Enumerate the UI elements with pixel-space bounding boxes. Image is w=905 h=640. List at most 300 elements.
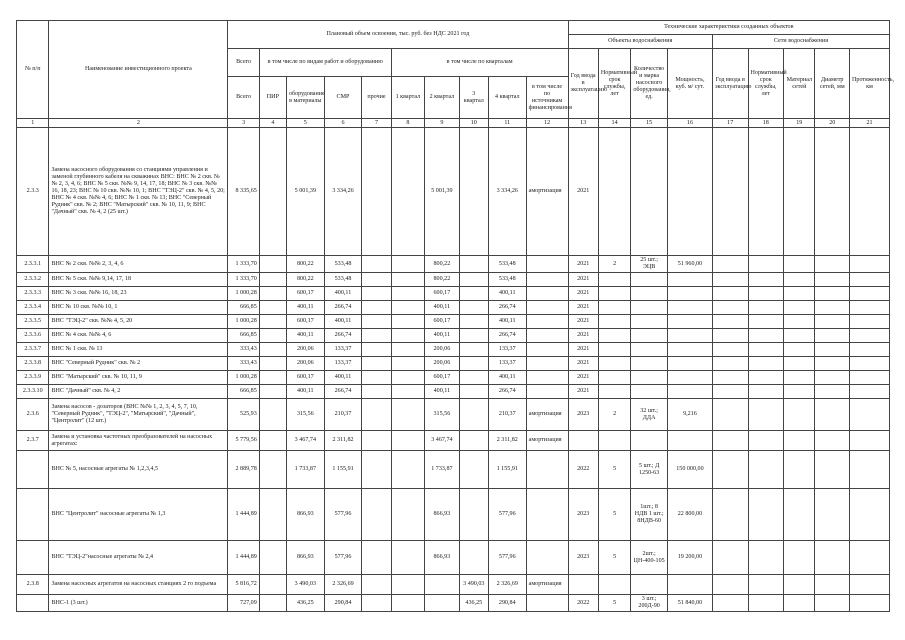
cell-network-empty [850, 399, 890, 431]
cell-q1 [391, 128, 424, 256]
cell-cap [667, 315, 712, 329]
cell-q2: 315,56 [425, 399, 460, 431]
cell-no [17, 595, 49, 612]
column-number: 18 [748, 119, 784, 128]
table-row [17, 451, 890, 489]
cell-network-empty [784, 451, 815, 489]
cell-no: 2.3.3.9 [17, 371, 49, 385]
cell-pir [259, 431, 286, 451]
cell-network-empty [784, 315, 815, 329]
cell-smr: 577,96 [324, 489, 362, 541]
cell-pir [259, 489, 286, 541]
cell-year: 2023 [568, 489, 598, 541]
cell-network-empty [712, 287, 748, 301]
cell-life: 5 [598, 595, 630, 612]
cell-network-empty [712, 301, 748, 315]
cell-q4: 533,48 [488, 256, 526, 273]
cell-other [362, 541, 391, 575]
cell-network-empty [815, 329, 850, 343]
col-header-q1: 1 квартал [391, 77, 424, 119]
table-row [17, 301, 890, 315]
cell-q3 [459, 451, 488, 489]
column-number: 14 [598, 119, 630, 128]
cell-smr: 1 155,91 [324, 451, 362, 489]
cell-other [362, 385, 391, 399]
cell-name: ВНС "Центролит" насосные агрегаты № 1,3 [49, 489, 228, 541]
table-row [17, 595, 890, 612]
cell-no: 2.3.3 [17, 128, 49, 256]
col-header-total: Всего [228, 77, 259, 119]
cell-src [526, 371, 568, 385]
column-number: 5 [286, 119, 324, 128]
column-number: 20 [815, 119, 850, 128]
cell-q1 [391, 287, 424, 301]
cell-network-empty [712, 431, 748, 451]
cell-smr: 210,37 [324, 399, 362, 431]
cell-smr: 533,48 [324, 256, 362, 273]
cell-network-empty [784, 273, 815, 287]
cell-pir [259, 575, 286, 595]
cell-other [362, 595, 391, 612]
cell-cap: 22 800,00 [667, 489, 712, 541]
cell-name: Замена насосных агрегатов на насосных станциях 2 го подъема [49, 575, 228, 595]
cell-q4: 133,37 [488, 357, 526, 371]
cell-network-empty [850, 287, 890, 301]
cell-network-empty [784, 343, 815, 357]
cell-total: 1 444,89 [228, 489, 259, 541]
cell-name: ВНС-1 (3 шт.) [49, 595, 228, 612]
cell-name: ВНС № 1 скв. № 13 [49, 343, 228, 357]
cell-pir [259, 315, 286, 329]
cell-network-empty [784, 371, 815, 385]
column-number: 15 [631, 119, 668, 128]
cell-q3 [459, 541, 488, 575]
cell-network-empty [784, 357, 815, 371]
col-header-pir: ПИР [259, 77, 286, 119]
cell-network-empty [748, 343, 784, 357]
cell-q1 [391, 541, 424, 575]
cell-network-empty [712, 357, 748, 371]
cell-q2: 3 467,74 [425, 431, 460, 451]
cell-q4: 266,74 [488, 301, 526, 315]
cell-pumps [631, 315, 668, 329]
cell-network-empty [815, 385, 850, 399]
cell-network-empty [748, 385, 784, 399]
cell-q4: 3 334,26 [488, 128, 526, 256]
cell-network-empty [748, 371, 784, 385]
cell-src [526, 301, 568, 315]
cell-src: амортизация [526, 399, 568, 431]
cell-cap [667, 371, 712, 385]
cell-q4: 290,84 [488, 595, 526, 612]
cell-q3: 3 490,03 [459, 575, 488, 595]
cell-total: 1 000,28 [228, 371, 259, 385]
cell-q1 [391, 256, 424, 273]
cell-q2: 200,06 [425, 343, 460, 357]
cell-pir [259, 287, 286, 301]
col-header-service-life: Нормативный срок службы, лет [598, 49, 630, 119]
cell-smr: 133,37 [324, 357, 362, 371]
cell-network-empty [850, 315, 890, 329]
cell-cap [667, 357, 712, 371]
cell-src [526, 357, 568, 371]
column-number: 3 [228, 119, 259, 128]
cell-network-empty [784, 431, 815, 451]
cell-network-empty [784, 399, 815, 431]
cell-other [362, 357, 391, 371]
col-header-year-intake: Год ввода в эксплуатацию [568, 49, 598, 119]
table-row [17, 273, 890, 287]
cell-network-empty [712, 489, 748, 541]
cell-life: 2 [598, 256, 630, 273]
column-number: 12 [526, 119, 568, 128]
col-header-length: Протяженность, км [850, 49, 890, 119]
cell-network-empty [815, 287, 850, 301]
cell-pumps [631, 343, 668, 357]
cell-q3 [459, 315, 488, 329]
cell-q1 [391, 315, 424, 329]
cell-no [17, 541, 49, 575]
cell-life [598, 287, 630, 301]
cell-q1 [391, 371, 424, 385]
cell-q1 [391, 385, 424, 399]
cell-network-empty [712, 329, 748, 343]
cell-pir [259, 273, 286, 287]
cell-life [598, 128, 630, 256]
cell-q1 [391, 595, 424, 612]
cell-smr: 400,11 [324, 315, 362, 329]
cell-network-empty [748, 399, 784, 431]
cell-q3 [459, 301, 488, 315]
cell-network-empty [850, 489, 890, 541]
col-header-by-works: в том числе по видам работ и оборудованию [259, 49, 391, 77]
cell-smr: 400,11 [324, 287, 362, 301]
cell-network-empty [815, 343, 850, 357]
col-header-total-top: Всего [228, 49, 259, 77]
col-header-pump-count: Количество и марка насосного оборудования, ед. [631, 49, 668, 119]
cell-network-empty [850, 301, 890, 315]
cell-pir [259, 329, 286, 343]
cell-pir [259, 371, 286, 385]
cell-q4: 577,96 [488, 489, 526, 541]
cell-q3 [459, 256, 488, 273]
cell-other [362, 399, 391, 431]
cell-other [362, 301, 391, 315]
cell-pumps [631, 385, 668, 399]
cell-total: 2 889,78 [228, 451, 259, 489]
cell-total: 8 335,65 [228, 128, 259, 256]
column-number: 11 [488, 119, 526, 128]
cell-cap [667, 385, 712, 399]
cell-cap [667, 329, 712, 343]
table-row [17, 343, 890, 357]
cell-total: 666,85 [228, 329, 259, 343]
cell-pumps [631, 371, 668, 385]
column-number: 8 [391, 119, 424, 128]
cell-q3 [459, 273, 488, 287]
cell-no: 2.3.3.8 [17, 357, 49, 371]
cell-q3 [459, 329, 488, 343]
cell-year: 2021 [568, 315, 598, 329]
cell-total: 5 816,72 [228, 575, 259, 595]
cell-no: 2.3.6 [17, 399, 49, 431]
cell-q3 [459, 385, 488, 399]
cell-smr: 266,74 [324, 385, 362, 399]
cell-network-empty [850, 371, 890, 385]
cell-q1 [391, 575, 424, 595]
cell-total: 1 333,70 [228, 256, 259, 273]
col-header-water-intake: Объекты водоснабжения [568, 35, 712, 49]
cell-pir [259, 451, 286, 489]
column-number: 16 [667, 119, 712, 128]
cell-q1 [391, 489, 424, 541]
cell-q4: 266,74 [488, 329, 526, 343]
cell-src [526, 595, 568, 612]
cell-year: 2023 [568, 541, 598, 575]
cell-q3 [459, 371, 488, 385]
cell-q4: 533,48 [488, 273, 526, 287]
cell-network-empty [784, 287, 815, 301]
cell-other [362, 287, 391, 301]
cell-q2: 400,11 [425, 329, 460, 343]
cell-equip: 800,22 [286, 256, 324, 273]
cell-network-empty [850, 128, 890, 256]
cell-q2: 400,11 [425, 385, 460, 399]
cell-network-empty [850, 273, 890, 287]
col-header-q4: 4 квартал [488, 77, 526, 119]
cell-other [362, 128, 391, 256]
cell-total: 333,43 [228, 357, 259, 371]
col-header-other: прочие [362, 77, 391, 119]
cell-network-empty [712, 541, 748, 575]
cell-q4: 577,96 [488, 541, 526, 575]
cell-network-empty [815, 256, 850, 273]
cell-smr: 533,48 [324, 273, 362, 287]
cell-year [568, 575, 598, 595]
cell-q3 [459, 357, 488, 371]
cell-name: ВНС № 10 скв. №№ 10, 1 [49, 301, 228, 315]
cell-network-empty [712, 273, 748, 287]
column-number: 9 [425, 119, 460, 128]
cell-cap: 51 840,00 [667, 595, 712, 612]
cell-src [526, 343, 568, 357]
cell-q4: 266,74 [488, 385, 526, 399]
cell-q4: 1 155,91 [488, 451, 526, 489]
col-header-year-net: Год ввода в эксплуатацию [712, 49, 748, 119]
cell-network-empty [850, 329, 890, 343]
cell-q2 [425, 595, 460, 612]
column-number: 1 [17, 119, 49, 128]
cell-network-empty [712, 256, 748, 273]
cell-total: 1 000,28 [228, 315, 259, 329]
column-number: 4 [259, 119, 286, 128]
cell-life: 5 [598, 541, 630, 575]
cell-pumps [631, 357, 668, 371]
cell-network-empty [748, 489, 784, 541]
cell-network-empty [850, 357, 890, 371]
cell-q2: 1 733,87 [425, 451, 460, 489]
cell-q2: 5 001,39 [425, 128, 460, 256]
col-header-material: Материал сетей [784, 49, 815, 119]
cell-equip: 600,17 [286, 315, 324, 329]
cell-other [362, 315, 391, 329]
cell-cap [667, 128, 712, 256]
cell-equip: 866,93 [286, 489, 324, 541]
cell-network-empty [712, 343, 748, 357]
cell-network-empty [748, 329, 784, 343]
cell-network-empty [815, 431, 850, 451]
cell-network-empty [748, 256, 784, 273]
cell-network-empty [850, 343, 890, 357]
cell-other [362, 329, 391, 343]
cell-smr: 3 334,26 [324, 128, 362, 256]
cell-network-empty [712, 315, 748, 329]
cell-cap [667, 273, 712, 287]
cell-q1 [391, 301, 424, 315]
table-row [17, 329, 890, 343]
table-row [17, 315, 890, 329]
cell-q1 [391, 399, 424, 431]
cell-name: ВНС № 4 скв. №№ 4, 6 [49, 329, 228, 343]
cell-no: 2.3.3.10 [17, 385, 49, 399]
cell-network-empty [748, 301, 784, 315]
cell-q2: 800,22 [425, 256, 460, 273]
cell-cap [667, 575, 712, 595]
cell-cap [667, 431, 712, 451]
cell-src: амортизация [526, 575, 568, 595]
cell-pir [259, 256, 286, 273]
cell-src [526, 385, 568, 399]
cell-year: 2021 [568, 287, 598, 301]
cell-life [598, 575, 630, 595]
cell-life [598, 385, 630, 399]
cell-q1 [391, 451, 424, 489]
cell-equip: 200,06 [286, 343, 324, 357]
column-number: 19 [784, 119, 815, 128]
cell-network-empty [712, 451, 748, 489]
cell-network-empty [712, 385, 748, 399]
cell-pumps [631, 273, 668, 287]
cell-name: ВНС № 5, насосные агрегаты № 1,2,3,4,5 [49, 451, 228, 489]
cell-life [598, 315, 630, 329]
cell-network-empty [748, 431, 784, 451]
cell-network-empty [850, 431, 890, 451]
col-header-no: № п/п [17, 21, 49, 119]
cell-other [362, 343, 391, 357]
cell-life [598, 343, 630, 357]
cell-network-empty [850, 595, 890, 612]
cell-smr: 290,84 [324, 595, 362, 612]
cell-q3 [459, 489, 488, 541]
cell-network-empty [712, 128, 748, 256]
cell-q2: 866,93 [425, 541, 460, 575]
cell-q4: 400,11 [488, 371, 526, 385]
cell-other [362, 575, 391, 595]
cell-year: 2022 [568, 451, 598, 489]
cell-life [598, 329, 630, 343]
cell-q3 [459, 287, 488, 301]
col-header-diameter: Диаметр сетей, мм [815, 49, 850, 119]
cell-year: 2021 [568, 273, 598, 287]
cell-src [526, 273, 568, 287]
cell-equip: 600,17 [286, 287, 324, 301]
cell-equip: 400,11 [286, 301, 324, 315]
cell-cap [667, 301, 712, 315]
cell-q1 [391, 357, 424, 371]
cell-network-empty [784, 595, 815, 612]
cell-no: 2.3.3.6 [17, 329, 49, 343]
cell-year: 2021 [568, 385, 598, 399]
cell-life [598, 371, 630, 385]
cell-name: ВНС № 3 скв. №№ 16, 18, 23 [49, 287, 228, 301]
cell-pumps: 1шт.; 8 НДВ 1 шт.; 8НДВ-60 [631, 489, 668, 541]
cell-network-empty [748, 541, 784, 575]
cell-year: 2021 [568, 357, 598, 371]
cell-src [526, 315, 568, 329]
cell-network-empty [850, 541, 890, 575]
table-row [17, 541, 890, 575]
cell-equip: 800,22 [286, 273, 324, 287]
cell-pumps [631, 575, 668, 595]
cell-network-empty [815, 357, 850, 371]
cell-no: 2.3.8 [17, 575, 49, 595]
cell-year: 2023 [568, 399, 598, 431]
cell-cap: 9,216 [667, 399, 712, 431]
cell-network-empty [712, 399, 748, 431]
cell-year: 2021 [568, 329, 598, 343]
cell-src [526, 256, 568, 273]
table-row [17, 431, 890, 451]
cell-pir [259, 541, 286, 575]
table-row [17, 575, 890, 595]
cell-life [598, 431, 630, 451]
cell-network-empty [850, 575, 890, 595]
cell-name: ВНС "Дачный" скв. № 4, 2 [49, 385, 228, 399]
column-number: 21 [850, 119, 890, 128]
cell-q1 [391, 329, 424, 343]
cell-network-empty [712, 575, 748, 595]
cell-year: 2021 [568, 128, 598, 256]
cell-network-empty [815, 489, 850, 541]
cell-no: 2.3.3.5 [17, 315, 49, 329]
cell-cap: 19 200,00 [667, 541, 712, 575]
cell-network-empty [748, 315, 784, 329]
cell-network-empty [815, 541, 850, 575]
cell-name: ВНС "Матырский" скв. № 10, 11, 9 [49, 371, 228, 385]
cell-other [362, 273, 391, 287]
cell-no: 2.3.3.4 [17, 301, 49, 315]
cell-q3: 436,25 [459, 595, 488, 612]
cell-name: ВНС "Северный Рудник" скв. № 2 [49, 357, 228, 371]
cell-pir [259, 128, 286, 256]
table-row [17, 371, 890, 385]
cell-total: 333,43 [228, 343, 259, 357]
cell-network-empty [748, 273, 784, 287]
cell-q2: 600,17 [425, 315, 460, 329]
col-header-capacity: Мощность, куб. м/ сут. [667, 49, 712, 119]
cell-cap [667, 287, 712, 301]
cell-pumps: 3 шт.; 200Д-90 [631, 595, 668, 612]
col-header-smr: СМР [324, 77, 362, 119]
cell-network-empty [815, 315, 850, 329]
cell-q4: 400,11 [488, 287, 526, 301]
cell-life: 5 [598, 489, 630, 541]
cell-other [362, 451, 391, 489]
cell-equip: 315,56 [286, 399, 324, 431]
cell-q2: 800,22 [425, 273, 460, 287]
column-number-row [17, 119, 890, 128]
cell-total: 1 000,28 [228, 287, 259, 301]
